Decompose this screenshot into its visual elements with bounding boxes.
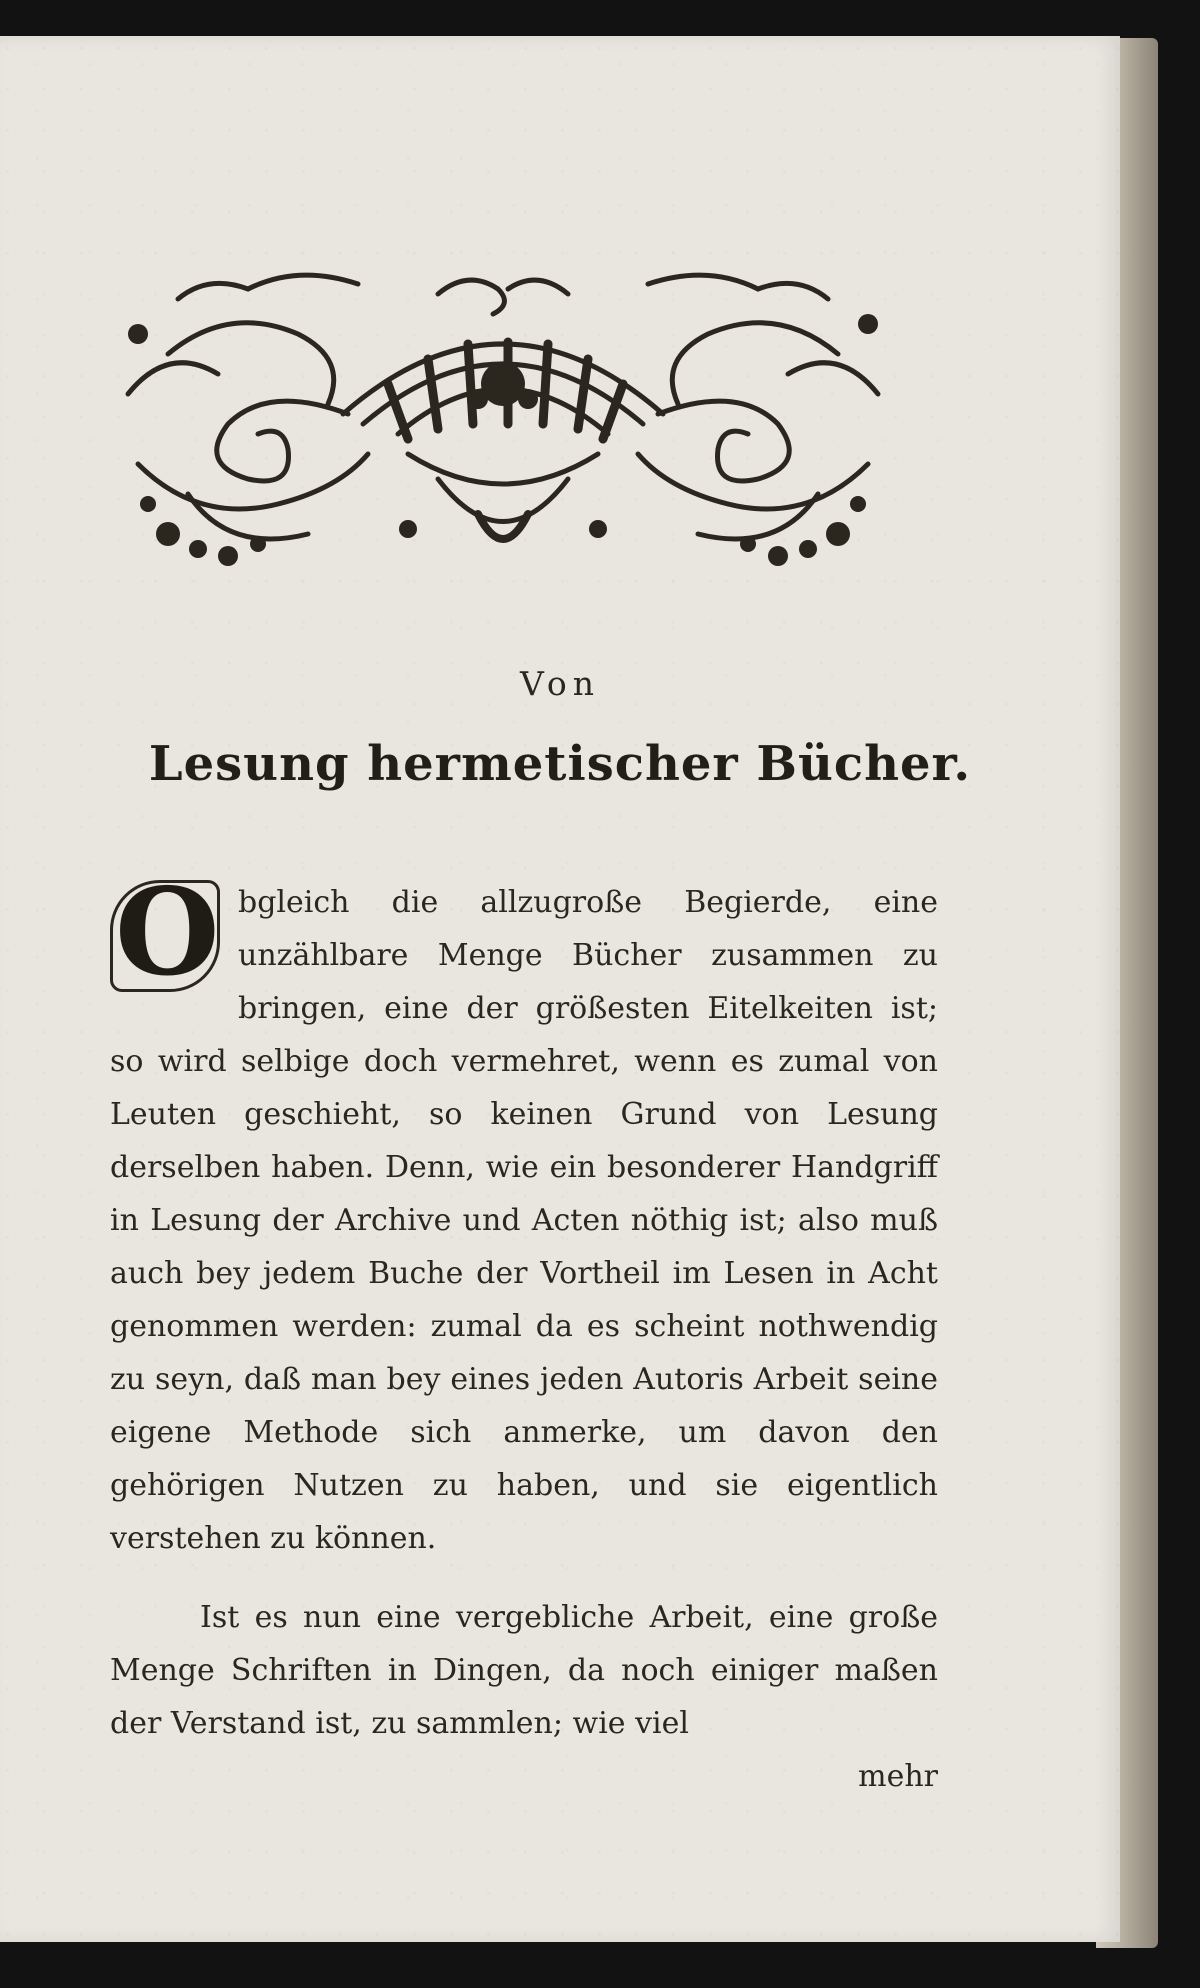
book-page — [0, 36, 1120, 1942]
section-kicker: Von — [520, 664, 600, 703]
paragraph-1-text: bgleich die allzugroße Begierde, eine unzählbare Menge Bücher zusammen zu bringen, eine der größesten Eitelkeiten ist; so wird selbige doch vermehret, wenn es zumal von Leuten geschieht, so keinen Grund von Lesung derselben haben. Denn, wie ein besonderer Handgriff in Lesung der Archive und Acten nöthig ist; also muß auch bey jedem Buche der Vortheil im Lesen in Acht genommen werden: zumal da es scheint nothwendig zu seyn, daß man bey eines jeden Autoris Arbeit seine eigene Methode sich anmerke, um davon den gehörigen Nutzen zu haben, und sie eigentlich verstehen zu können. — [110, 885, 938, 1556]
baroque-vignette-icon — [108, 264, 898, 574]
body-text — [110, 862, 938, 1803]
drop-cap: O — [110, 880, 220, 992]
section-title: Lesung hermetischer Bücher. — [148, 736, 972, 792]
catchword: mehr — [858, 1759, 938, 1794]
paragraph-1 — [110, 862, 938, 1565]
paragraph-2: Ist es nun eine vergebliche Arbeit, eine große Menge Schriften in Dingen, da noch einiger maßen der Verstand ist, zu sammlen; wie viel — [110, 1600, 938, 1741]
